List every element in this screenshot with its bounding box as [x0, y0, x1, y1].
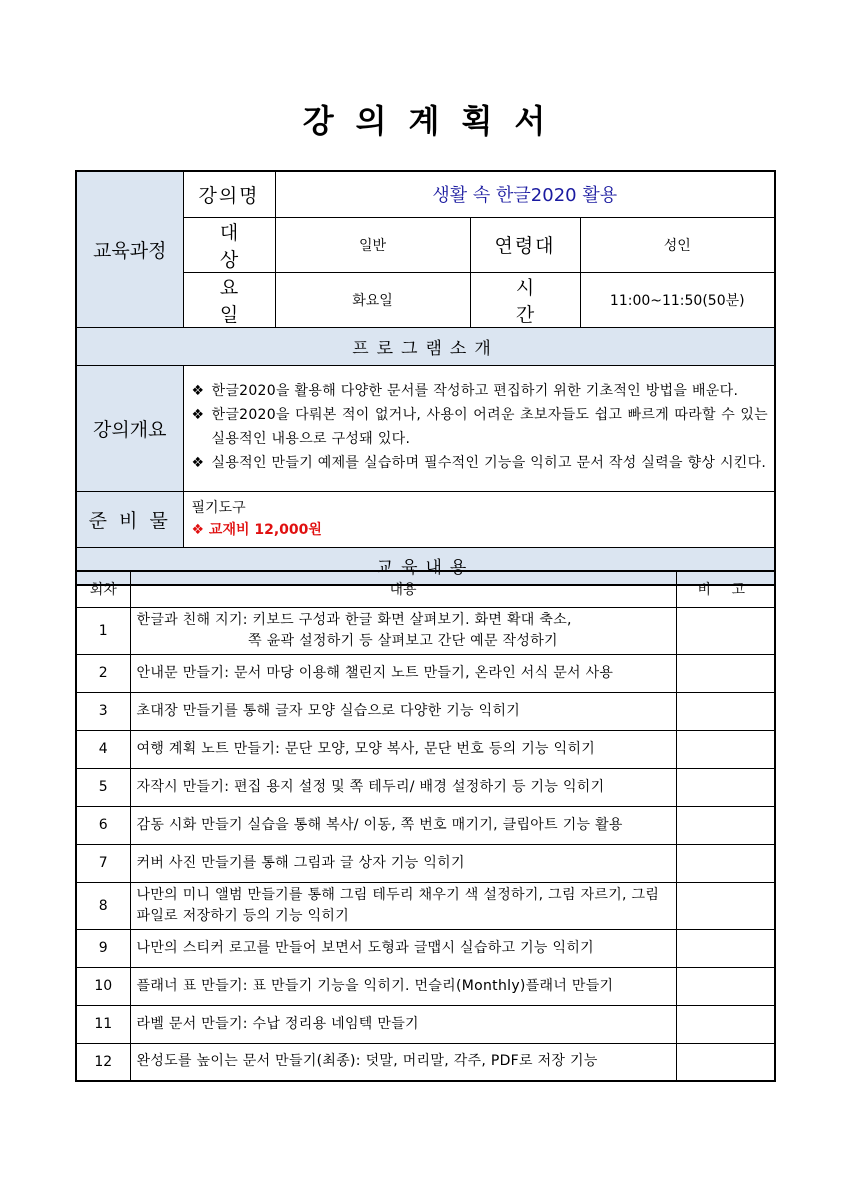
session-content-line: 나만의 미니 앨범 만들기를 통해 그림 테두리 채우기 색 설정하기, 그림 자르기, 그림 파일로 저장하기 등의 기능 익히기 — [136, 886, 660, 924]
session-number: 4 — [76, 730, 130, 768]
session-number: 6 — [76, 806, 130, 844]
session-content-line: 안내문 만들기: 문서 마당 이용해 챌린지 노트 만들기, 온라인 서식 문서 사용 — [136, 664, 614, 681]
session-content-line: 커버 사진 만들기를 통해 그림과 글 상자 기능 익히기 — [136, 854, 465, 871]
session-note — [676, 882, 775, 929]
session-content — [130, 929, 676, 967]
session-number: 10 — [76, 967, 130, 1005]
table-row — [76, 882, 775, 929]
content-column-header: 내용 — [130, 571, 676, 607]
session-content-line: 감동 시화 만들기 실습을 통해 복사/ 이동, 쪽 번호 매기기, 클립아트 기능 활용 — [136, 816, 623, 833]
target-value: 일반 — [275, 217, 470, 272]
schedule-table — [75, 570, 776, 1082]
session-content — [130, 607, 676, 654]
course-name-value: 생활 속 한글2020 활용 — [275, 171, 775, 217]
session-note — [676, 607, 775, 654]
target-label: 대 상 — [183, 217, 275, 272]
session-number: 7 — [76, 844, 130, 882]
textbook-fee: ❖ 교재비 12,000원 — [191, 522, 322, 538]
course-label: 교육과정 — [76, 171, 183, 327]
session-content — [130, 844, 676, 882]
session-content-line: 자작시 만들기: 편집 용지 설정 및 쪽 테두리/ 배경 설정하기 등 기능 익히기 — [136, 778, 605, 795]
session-content — [130, 654, 676, 692]
session-number: 1 — [76, 607, 130, 654]
session-content-line: 나만의 스티커 로고를 만들어 보면서 도형과 글맵시 실습하고 기능 익히기 — [136, 939, 594, 956]
session-content — [130, 730, 676, 768]
session-note — [676, 929, 775, 967]
session-number: 2 — [76, 654, 130, 692]
table-row — [76, 1043, 775, 1081]
session-content-line: 라벨 문서 만들기: 수납 정리용 네임텍 만들기 — [136, 1015, 419, 1032]
table-row — [76, 806, 775, 844]
session-content — [130, 882, 676, 929]
overview-item: ❖ 한글2020을 다뤄본 적이 없거나, 사용이 어려운 초보자들도 쉽고 빠르게 따라할 수 있는 실용적인 내용으로 구성돼 있다. — [192, 403, 769, 451]
course-info-table — [75, 170, 776, 586]
program-intro-header: 프로그램소개 — [76, 327, 775, 365]
table-row — [76, 607, 775, 654]
session-note — [676, 1043, 775, 1081]
session-number: 8 — [76, 882, 130, 929]
time-label: 시 간 — [470, 272, 580, 327]
session-note — [676, 967, 775, 1005]
session-number: 12 — [76, 1043, 130, 1081]
page-title: 강의계획서 — [302, 102, 568, 140]
session-number: 5 — [76, 768, 130, 806]
table-row — [76, 730, 775, 768]
diamond-bullet-icon: ❖ — [191, 383, 205, 399]
session-note — [676, 768, 775, 806]
session-note — [676, 1005, 775, 1043]
session-note — [676, 692, 775, 730]
session-note — [676, 844, 775, 882]
day-value: 화요일 — [275, 272, 470, 327]
table-row — [76, 692, 775, 730]
course-name-label: 강의명 — [183, 171, 275, 217]
table-row — [76, 768, 775, 806]
note-column-header: 비 고 — [676, 571, 775, 607]
materials-label: 준 비 물 — [76, 491, 183, 547]
session-content-line: 쪽 윤곽 설정하기 등 살펴보고 간단 예문 작성하기 — [248, 632, 558, 649]
overview-content — [183, 365, 775, 491]
content-header: 교육내용 — [76, 547, 775, 585]
table-row — [76, 844, 775, 882]
session-content — [130, 692, 676, 730]
session-content — [130, 806, 676, 844]
table-row — [76, 1005, 775, 1043]
session-number: 9 — [76, 929, 130, 967]
session-content-line: 한글과 친해 지기: 키보드 구성과 한글 화면 살펴보기. 화면 확대 축소, — [136, 611, 572, 628]
session-content-line: 초대장 만들기를 통해 글자 모양 실습으로 다양한 기능 익히기 — [136, 702, 521, 719]
table-row — [76, 967, 775, 1005]
session-content — [130, 967, 676, 1005]
session-column-header: 회차 — [76, 571, 130, 607]
materials-content — [183, 491, 775, 547]
age-label: 연령대 — [470, 217, 580, 272]
session-number: 11 — [76, 1005, 130, 1043]
session-content-line: 여행 계획 노트 만들기: 문단 모양, 모양 복사, 문단 번호 등의 기능 익히기 — [136, 740, 596, 757]
session-number: 3 — [76, 692, 130, 730]
session-note — [676, 730, 775, 768]
materials-line: 필기도구 — [191, 500, 246, 516]
session-content — [130, 1043, 676, 1081]
table-row — [76, 654, 775, 692]
diamond-bullet-icon: ❖ — [191, 407, 205, 423]
overview-item: ❖ 한글2020을 활용해 다양한 문서를 작성하고 편집하기 위한 기초적인 방법을 배운다. — [192, 379, 769, 403]
session-content — [130, 768, 676, 806]
overview-item: ❖ 실용적인 만들기 예제를 실습하며 필수적인 기능을 익히고 문서 작성 실력을 향상 시킨다. — [192, 451, 769, 475]
session-note — [676, 806, 775, 844]
session-content — [130, 1005, 676, 1043]
diamond-bullet-icon: ❖ — [191, 455, 205, 471]
session-note — [676, 654, 775, 692]
table-row — [76, 929, 775, 967]
session-content-line: 플래너 표 만들기: 표 만들기 기능을 익히기. 먼슬리(Monthly)플래너 만들기 — [136, 977, 614, 994]
age-value: 성인 — [580, 217, 775, 272]
session-content-line: 완성도를 높이는 문서 만들기(최종): 덧말, 머리말, 각주, PDF로 저장 기능 — [136, 1053, 598, 1070]
time-value: 11:00~11:50(50분) — [580, 272, 775, 327]
day-label: 요 일 — [183, 272, 275, 327]
overview-label: 강의개요 — [76, 365, 183, 491]
